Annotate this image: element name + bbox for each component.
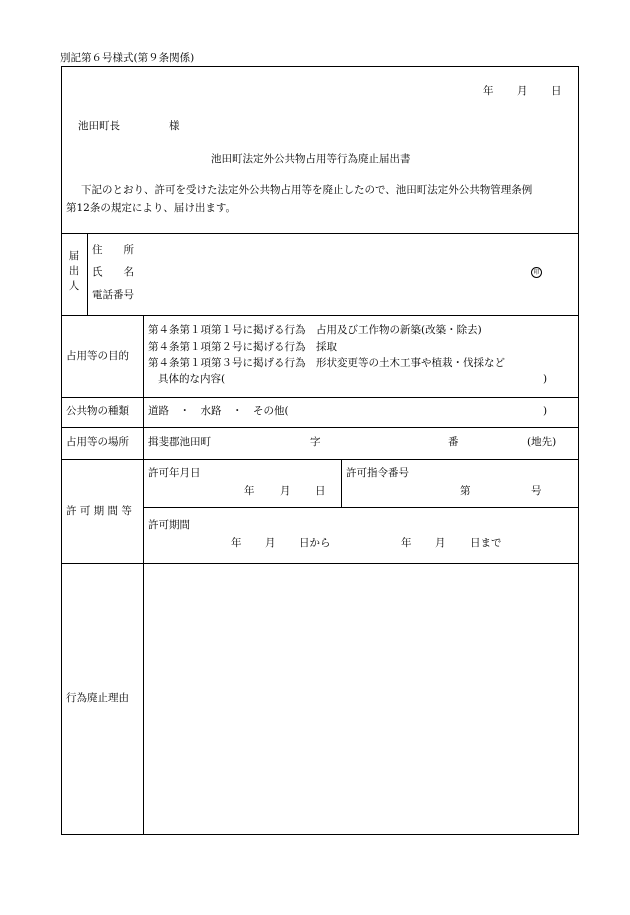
- location-town: 揖斐郡池田町: [148, 436, 211, 448]
- permit-date-label: 許可年月日: [148, 467, 201, 479]
- applicant-char: 出: [68, 265, 80, 277]
- divider: [61, 427, 579, 428]
- location-label: 占用等の場所: [66, 436, 129, 448]
- divider: [143, 315, 144, 835]
- applicant-char: 人: [68, 280, 80, 292]
- type-label: 公共物の種類: [66, 405, 129, 417]
- purpose-line-1: 第４条第１項第１号に掲げる行為 占用及び工作物の新築(改築・除去): [148, 324, 482, 336]
- phone-label: 電話番号: [92, 289, 134, 301]
- purpose-line-2: 第４条第１項第２号に掲げる行為 採取: [148, 341, 337, 353]
- intro-text-line2: 第12条の規定により、届け出ます。: [66, 202, 237, 214]
- name-label: 氏 名: [92, 266, 134, 278]
- permit-number-dai: 第: [460, 485, 471, 497]
- period-from-month: 月: [265, 537, 276, 549]
- divider: [143, 507, 579, 508]
- permit-date-day: 日: [315, 485, 326, 497]
- purpose-detail-close: ): [543, 373, 548, 385]
- permit-label: 許 可 期 間 等: [66, 505, 132, 517]
- reason-label: 行為廃止理由: [66, 692, 129, 704]
- permit-number-go: 号: [531, 485, 542, 497]
- addressee-name: 池田町長: [78, 120, 120, 132]
- page-title: 池田町法定外公共物占用等行為廃止届出書: [211, 153, 411, 165]
- divider: [341, 459, 342, 507]
- purpose-label: 占用等の目的: [66, 350, 129, 362]
- divider: [61, 459, 579, 460]
- divider: [61, 397, 579, 398]
- period-to-month: 月: [435, 537, 446, 549]
- divider: [61, 563, 579, 564]
- permit-period-label: 許可期間: [148, 519, 190, 531]
- type-options: 道路 ・ 水路 ・ その他(: [148, 405, 289, 417]
- date-day: 日: [551, 85, 562, 97]
- permit-number-label: 許可指令番号: [346, 467, 409, 479]
- intro-text-line1: 下記のとおり、許可を受けた法定外公共物占用等を廃止したので、池田町法定外公共物管理条例: [81, 184, 533, 196]
- form-label: 別記第６号様式(第９条関係): [60, 52, 195, 64]
- permit-date-month: 月: [280, 485, 291, 497]
- location-ban: 番: [448, 436, 459, 448]
- period-from-day: 日から: [299, 537, 331, 549]
- location-aza: 字: [310, 436, 321, 448]
- divider: [61, 233, 579, 234]
- purpose-line-3: 第４条第１項第３号に掲げる行為 形状変更等の土木工事や植栽・伐採など: [148, 357, 505, 369]
- purpose-detail-label: 具体的な内容(: [158, 373, 226, 385]
- applicant-char: 届: [68, 250, 80, 262]
- addressee-honorific: 様: [169, 120, 180, 132]
- period-to-year: 年: [401, 537, 412, 549]
- divider: [61, 315, 579, 316]
- seal-mark: 印: [531, 267, 542, 278]
- period-to-day: 日まで: [470, 537, 502, 549]
- date-month: 月: [517, 85, 528, 97]
- location-suffix: (地先): [527, 436, 557, 448]
- form-frame: [61, 66, 579, 835]
- applicant-section-label: [67, 249, 81, 294]
- divider: [87, 233, 88, 315]
- permit-date-year: 年: [244, 485, 255, 497]
- period-from-year: 年: [231, 537, 242, 549]
- type-close: ): [543, 405, 548, 417]
- address-label: 住 所: [92, 244, 134, 256]
- date-year: 年: [483, 85, 494, 97]
